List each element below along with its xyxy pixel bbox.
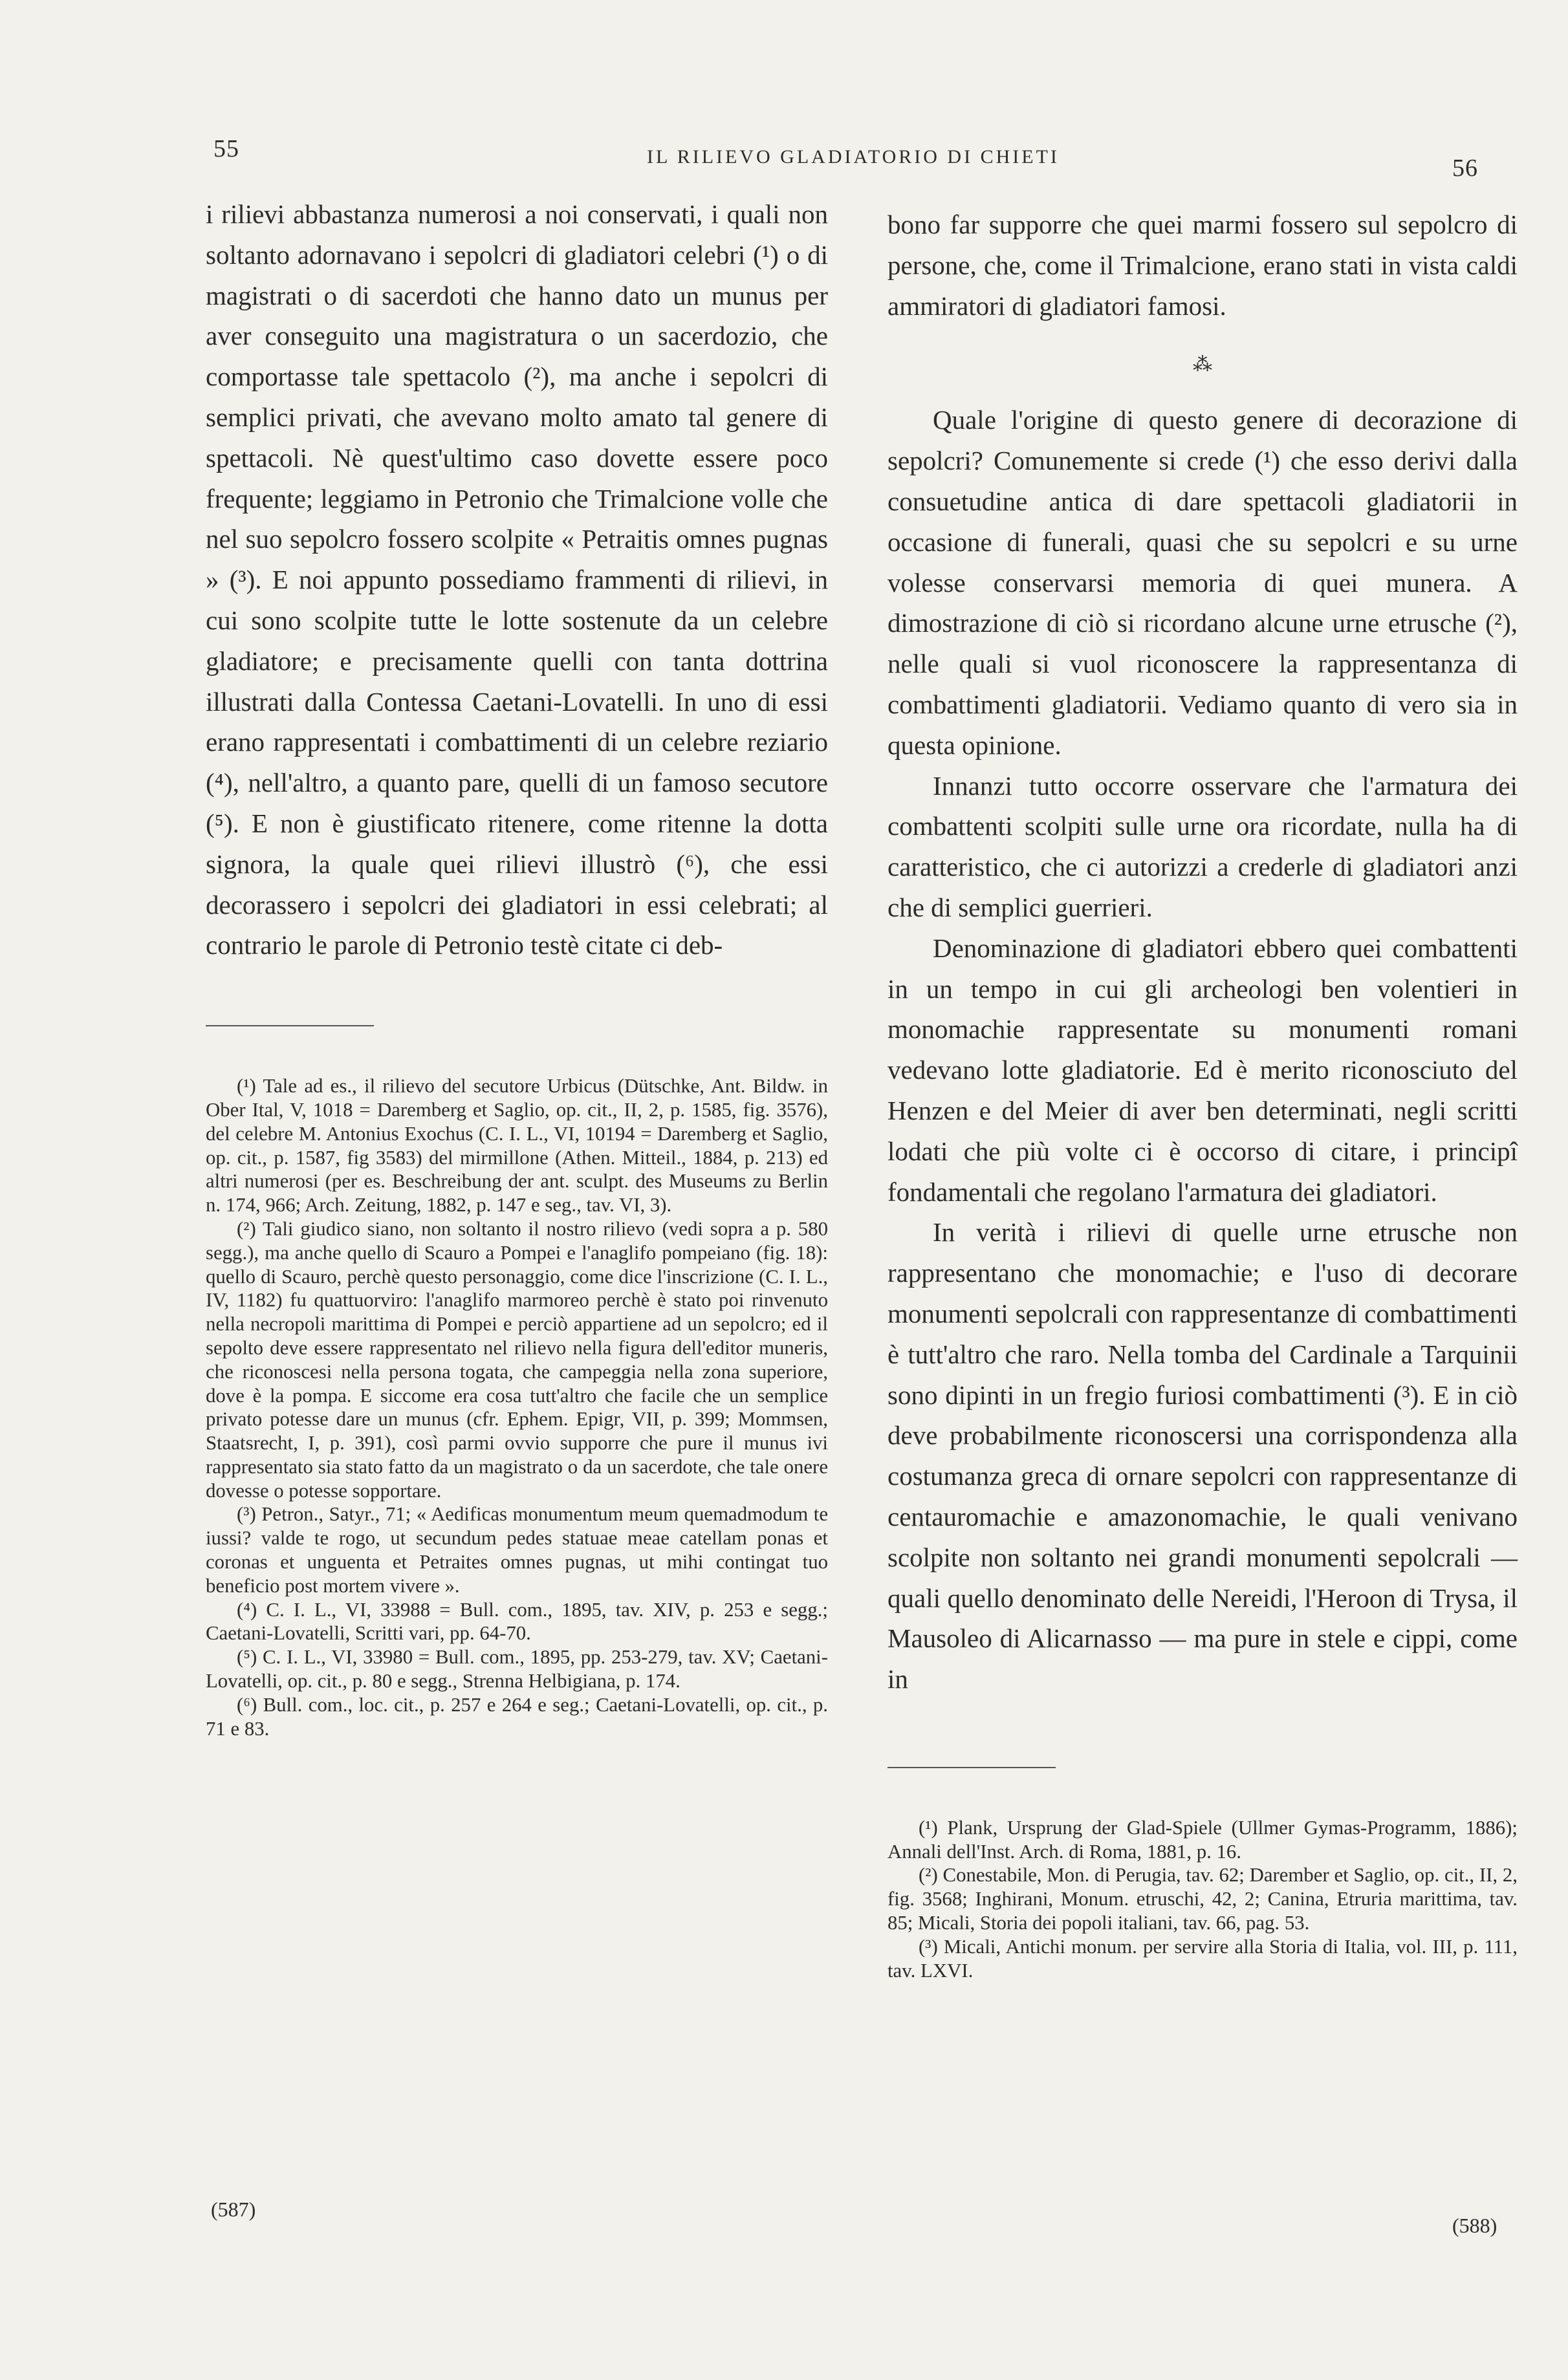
body-paragraph: In verità i rilievi di quelle urne etrusche non rappresentano che monomachie; e l'uso di decorare monumenti sepolcrali con rappresentanze di combattimenti è tutt'altro che raro. Nella tomba del Cardinale a Tarquinii sono dipinti in un fregio furiosi combattimenti (³). E in ciò deve probabilmente riconoscersi una corrispondenza alla costumanza greca di ornare sepolcri con rappresentanze di centauromachie e amazonomachie, le quali venivano scolpite non soltanto nei grandi monumenti sepolcrali — quali quello denominato delle Nereidi, l'Heroon di Trysa, il Mausoleo di Alicarnasso — ma pure in stele e cippi, come in <box>887 1217 1518 1694</box>
page-number-right: 56 <box>1452 155 1478 182</box>
footnote-rule <box>206 1025 374 1026</box>
footnote: (²) Conestabile, Mon. di Perugia, tav. 62; Darember et Saglio, op. cit., II, 2, fig. 3568; Inghirani, Monum. etruschi, 42, 2; Canina, Etruria marittima, tav. 85; Micali, Storia dei popoli italiani, tav. 66, pag. 53. <box>887 1864 1518 1934</box>
body-paragraph: bono far supporre che quei marmi fossero sul sepolcro di persone, che, come il Trimalcione, erano stati in vista caldi ammiratori di gladiatori famosi. <box>887 210 1518 321</box>
footnote: (⁵) C. I. L., VI, 33980 = Bull. com., 1895, pp. 253-279, tav. XV; Caetani-Lovatelli, op. cit., p. 80 e segg., Strenna Helbigiana, p. 174. <box>206 1646 828 1693</box>
footnote: (¹) Tale ad es., il rilievo del secutore Urbicus (Dütschke, Ant. Bildw. in Ober Ital, V, 1018 = Daremberg et Saglio, op. cit., II, 2, p. 1585, fig. 3576), del celebre M. Antonius Exochus (C. I. L., VI, 10194 = Daremberg et Saglio, op. cit., p. 1587, fig 3583) del mirmillone (Athen. Mitteil., 1884, p. 213) ed altri numerosi (per es. Beschreibung der ant. sculpt. des Museums zu Berlin n. 174, 966; Arch. Zeitung, 1882, p. 147 e seg., tav. VI, 3). <box>206 1075 828 1217</box>
footnote: (²) Tali giudico siano, non soltanto il nostro rilievo (vedi sopra a p. 580 segg.), ma anche quello di Scauro a Pompei e l'anaglifo pompeiano (fig. 18): quello di Scauro, perchè questo personaggio, come dice l'inscrizione (C. I. L., IV, 1182) fu quattuorviro: l'anaglifo marmoreo perchè è stato poi rinvenuto nella necropoli marittima di Pompei e perciò appartiene ad un sepolcro; ed il sepolto deve essere rappresentato nel rilievo nella figura dell'editor muneris, che riconoscesi nella persona togata, che campeggia nella zona superiore, dove è la pompa. E siccome era cosa tutt'altro che facile che un semplice privato potesse dare un munus (cfr. Ephem. Epigr, VII, p. 399; Mommsen, Staatsrecht, I, p. 391), così parmi ovvio supporre che pure il munus ivi rappresentato sia stato fatto da un magistrato o da un sacerdote, che tale onere dovesse o potesse sopportare. <box>206 1217 828 1502</box>
footnotes-left <box>206 1074 828 1740</box>
signature-mark-left: (587) <box>211 2198 256 2221</box>
signature-mark-right: (588) <box>1452 2214 1497 2237</box>
left-column <box>206 194 828 1740</box>
page-number-left: 55 <box>213 135 239 162</box>
footnote: (⁶) Bull. com., loc. cit., p. 257 e 264 e seg.; Caetani-Lovatelli, op. cit., p. 71 e 83. <box>206 1693 828 1740</box>
running-head: IL RILIEVO GLADIATORIO DI CHIETI <box>647 146 1060 168</box>
footnote: (³) Petron., Satyr., 71; « Aedificas monumentum meum quemadmodum te iussi? valde te rogo, ut secundum pedes statuae meae catellam ponas et coronas et unguenta et Petraites omnes pugnas, ut mihi contingat tuo beneficio post mortem vivere ». <box>206 1503 828 1597</box>
footnote: (⁴) C. I. L., VI, 33988 = Bull. com., 1895, tav. XIV, p. 253 e segg.; Caetani-Lovatelli, Scritti vari, pp. 64-70. <box>206 1598 828 1645</box>
body-paragraph: Denominazione di gladiatori ebbero quei combattenti in un tempo in cui gli archeologi ben volentieri in monomachie rappresentate su monumenti romani vedevano lotte gladiatorie. Ed è merito riconosciuto del Henzen e del Meier di aver ben determinati, negli scritti lodati che più volte ci è occorso di citare, i principî fondamentali che regolano l'armatura dei gladiatori. <box>887 933 1518 1207</box>
footnote-rule <box>887 1767 1056 1768</box>
right-column <box>887 204 1518 1982</box>
body-paragraph: Quale l'origine di questo genere di decorazione di sepolcri? Comunemente si crede (¹) che esso derivi dalla consuetudine antica di dare spettacoli gladiatorii in occasione di funerali, quasi che su sepolcri e su urne volesse conservarsi memoria di quei munera. A dimostrazione di ciò si ricordano alcune urne etrusche (²), nelle quali si vuol riconoscere la rappresentanza di combattimenti gladiatorii. Vediamo quanto di vero sia in questa opinione. <box>887 405 1518 760</box>
footnote: (¹) Plank, Ursprung der Glad-Spiele (Ullmer Gymas-Programm, 1886); Annali dell'Inst. Arch. di Roma, 1881, p. 16. <box>887 1816 1518 1863</box>
body-paragraph: Innanzi tutto occorre osservare che l'armatura dei combattenti scolpiti sulle urne ora ricordate, nulla ha di caratteristico, che ci autorizzi a crederle di gladiatori anzi che di semplici guerrieri. <box>887 770 1518 922</box>
footnotes-right <box>887 1816 1518 1983</box>
section-separator: ⁂ <box>1193 354 1212 376</box>
body-paragraph: i rilievi abbastanza numerosi a noi conservati, i quali non soltanto adornavano i sepolcri di gladiatori celebri (¹) o di magistrati o di sacerdoti che hanno dato un munus per aver conseguito una magistratura o un sacerdozio, che comportasse tale spettacolo (²), ma anche i sepolcri di semplici privati, che avevano molto amato tal genere di spettacoli. Nè quest'ultimo caso dovette essere poco frequente; leggiamo in Petronio che Trimalcione volle che nel suo sepolcro fossero scolpite « Petraitis omnes pugnas » (³). E noi appunto possediamo frammenti di rilievi, in cui sono scolpite tutte le lotte sostenute da un celebre gladiatore; e precisamente quelli con tanta dottrina illustrati dalla Contessa Caetani-Lovatelli. In uno di essi erano rappresentati i combattimenti di un celebre reziario (⁴), nell'altro, a quanto pare, quelli di un famoso secutore (⁵). E non è giustificato ritenere, come ritenne la dotta signora, la quale quei rilievi illustrò (⁶), che essi decorassero i sepolcri dei gladiatori in essi celebrati; al contrario le parole di Petronio testè citate ci deb- <box>206 199 828 960</box>
footnote: (³) Micali, Antichi monum. per servire alla Storia di Italia, vol. III, p. 111, tav. LXVI. <box>887 1935 1518 1982</box>
